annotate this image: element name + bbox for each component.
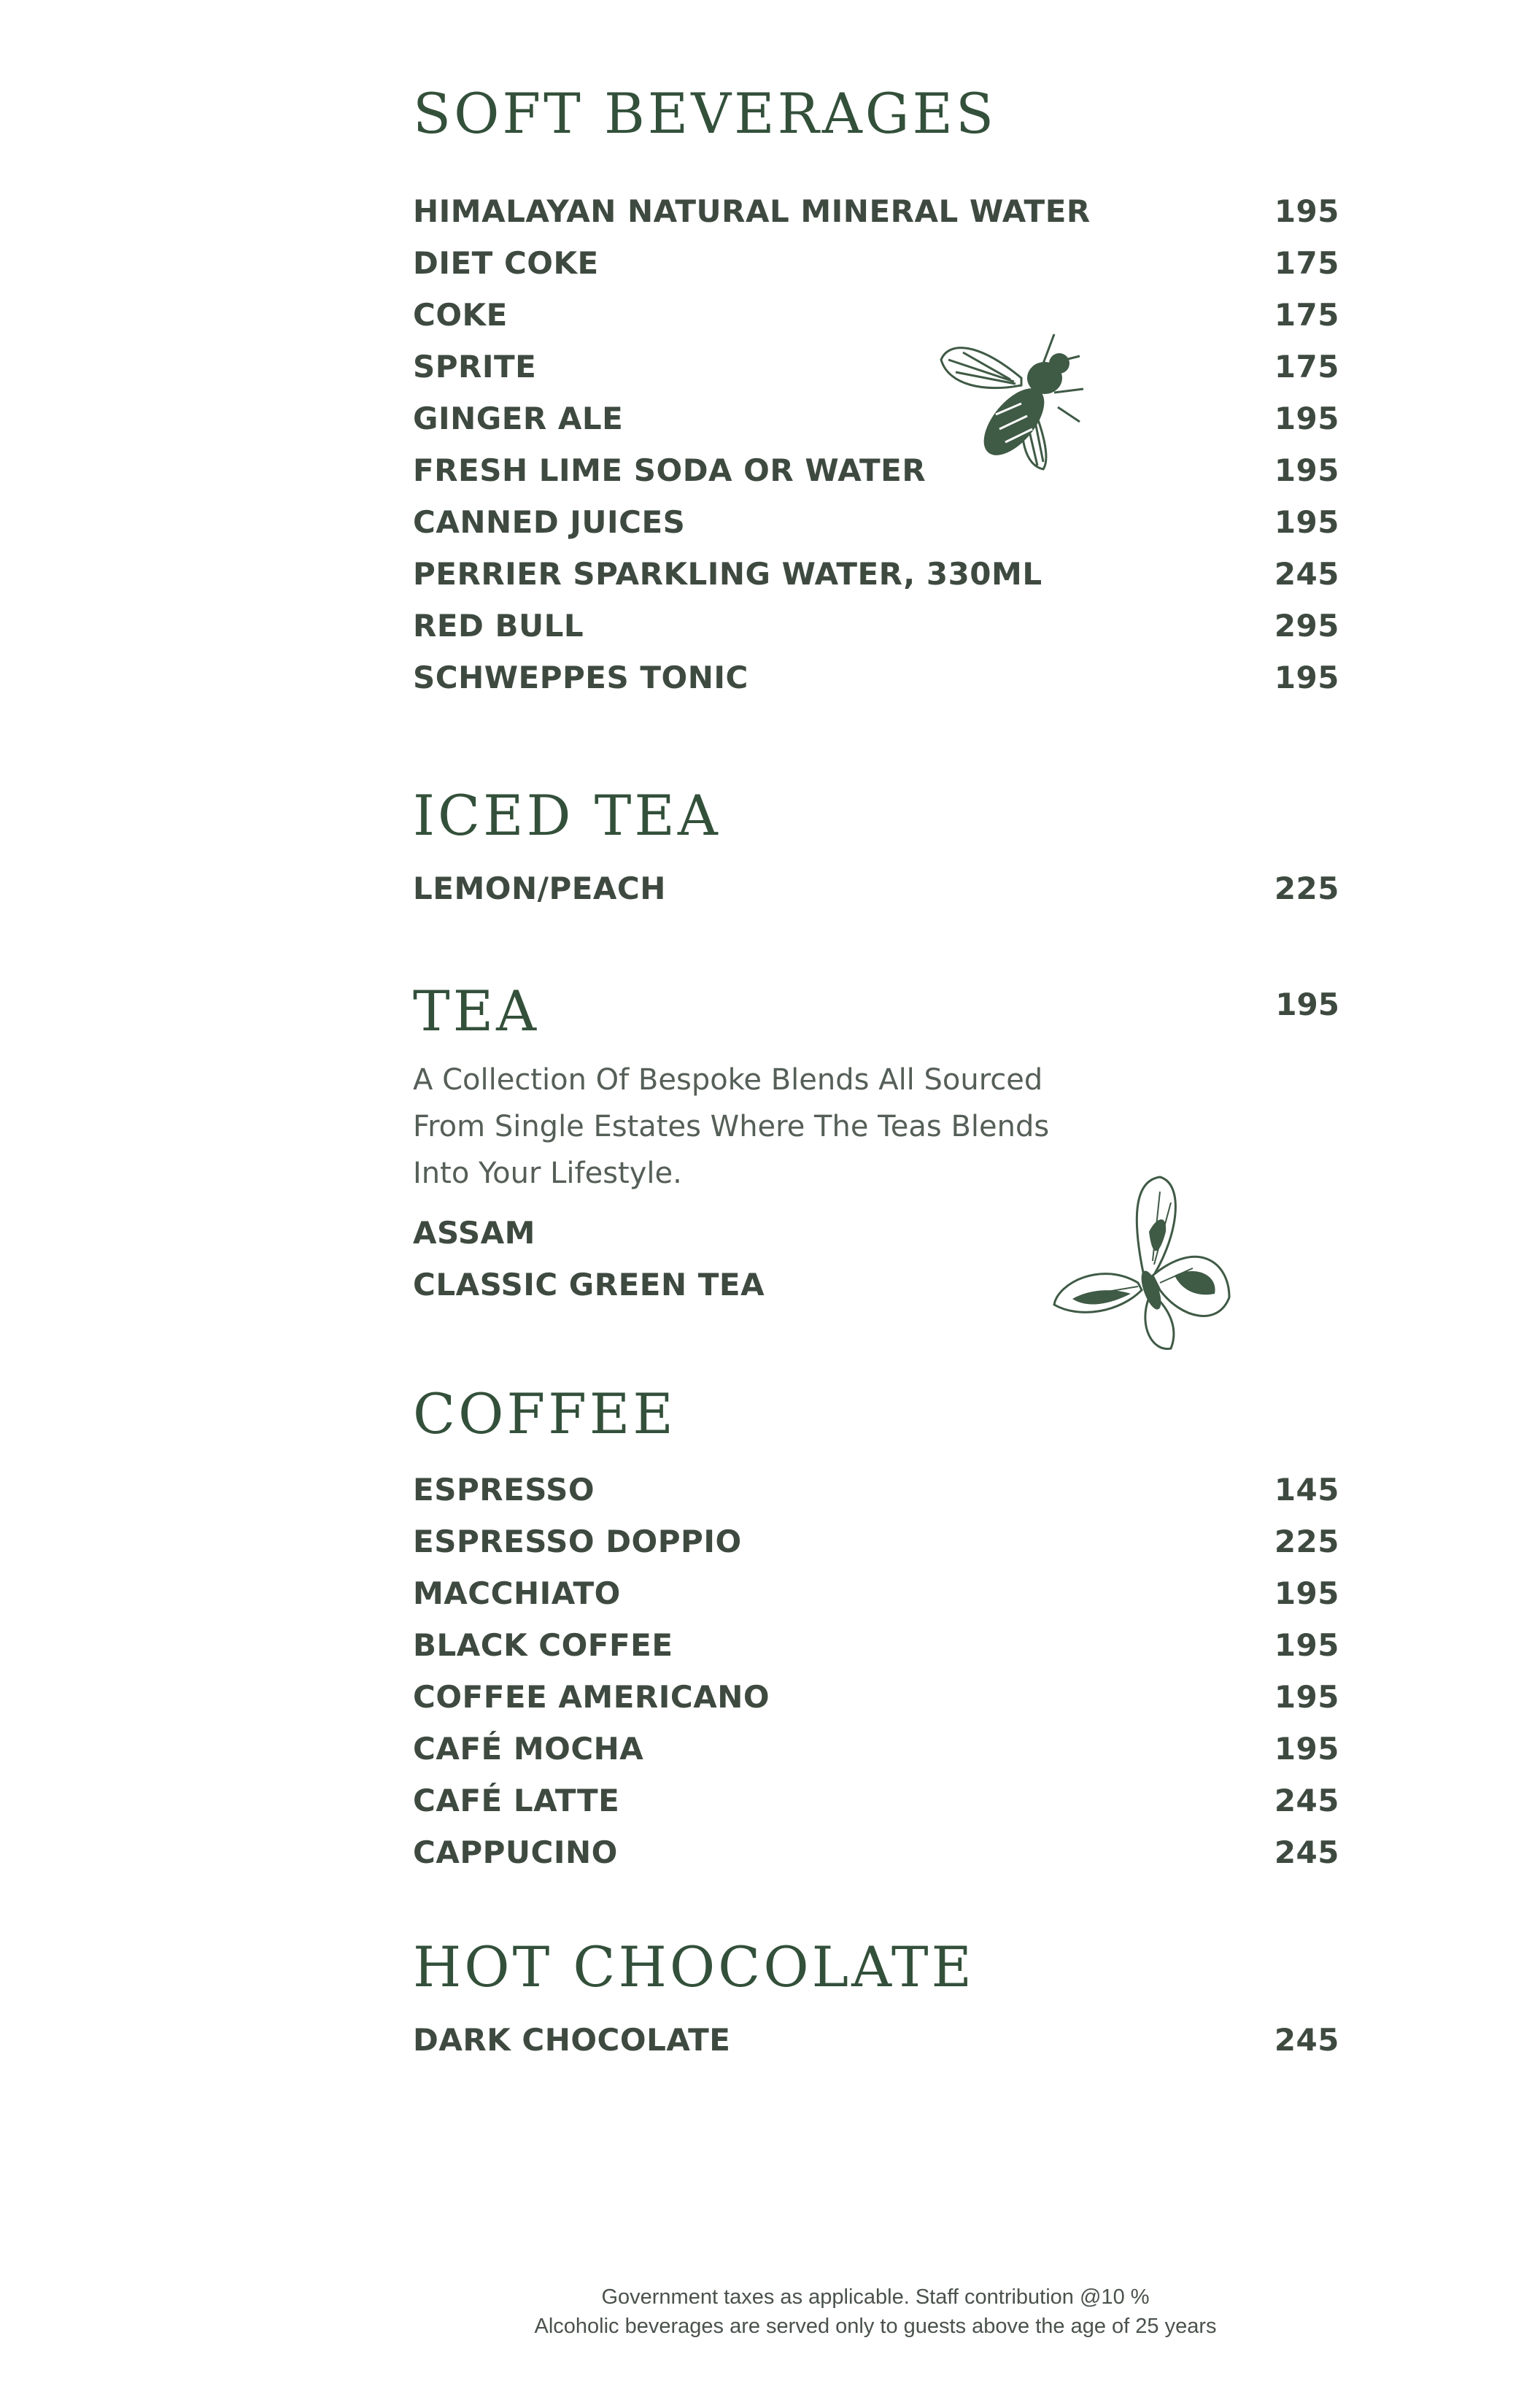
menu-item <box>413 185 1339 237</box>
item-name: ASSAM <box>413 1215 535 1251</box>
tea-price: 195 <box>1275 987 1339 1022</box>
item-price: 225 <box>1274 871 1339 906</box>
item-price: 245 <box>1274 1783 1339 1818</box>
item-name: CAFÉ LATTE <box>413 1783 620 1818</box>
item-list <box>413 2014 1339 2066</box>
item-name: COFFEE AMERICANO <box>413 1679 770 1715</box>
item-price: 195 <box>1274 1679 1339 1715</box>
section-title: SOFT BEVERAGES <box>413 81 997 146</box>
item-price: 195 <box>1274 1627 1339 1663</box>
menu-item <box>413 444 1339 496</box>
menu-item <box>413 393 1339 444</box>
item-price: 245 <box>1274 556 1339 592</box>
menu-item <box>413 1464 1339 1516</box>
butterfly-icon <box>1051 1173 1240 1356</box>
menu-item <box>413 1671 1339 1723</box>
menu-item <box>413 341 1339 393</box>
item-name: CANNED JUICES <box>413 504 686 540</box>
menu-item <box>413 1723 1339 1775</box>
item-price: 245 <box>1274 1834 1339 1870</box>
item-name: ESPRESSO DOPPIO <box>413 1524 742 1559</box>
item-price: 175 <box>1274 245 1339 281</box>
item-price: 145 <box>1274 1472 1339 1508</box>
tea-description: A Collection Of Bespoke Blends All Sourced From Single Estates Where The Teas Blends Into Your Lifestyle. <box>413 1063 1050 1190</box>
menu-item <box>413 1826 1339 1878</box>
hot-chocolate-section <box>413 1934 1339 2066</box>
item-list <box>413 185 1339 703</box>
item-name: FRESH LIME SODA OR WATER <box>413 452 926 488</box>
item-price: 245 <box>1274 2022 1339 2058</box>
bee-icon <box>934 327 1094 473</box>
item-name: BLACK COFFEE <box>413 1627 673 1663</box>
item-list <box>413 863 1339 914</box>
menu-item <box>413 1775 1339 1826</box>
item-name: DIET COKE <box>413 245 599 281</box>
item-name: SPRITE <box>413 349 537 385</box>
item-name: CAFÉ MOCHA <box>413 1731 644 1767</box>
section-title: HOT CHOCOLATE <box>413 1934 975 1999</box>
item-name: CAPPUCINO <box>413 1834 618 1870</box>
menu-item <box>413 237 1339 289</box>
footer-taxes-note: Government taxes as applicable. Staff contribution @10 % <box>601 2285 1150 2309</box>
item-price: 195 <box>1274 1575 1339 1611</box>
item-price: 195 <box>1274 193 1339 229</box>
menu-item <box>413 863 1339 914</box>
menu-item <box>413 1516 1339 1567</box>
footer-age-note: Alcoholic beverages are served only to guests above the age of 25 years <box>534 2315 1217 2338</box>
item-price: 175 <box>1274 349 1339 385</box>
item-name: GINGER ALE <box>413 401 624 436</box>
item-price: 195 <box>1274 401 1339 436</box>
item-price: 295 <box>1274 608 1339 644</box>
soft-beverages-section <box>413 81 1339 703</box>
item-name: ESPRESSO <box>413 1472 595 1508</box>
item-name: RED BULL <box>413 608 584 644</box>
item-name: CLASSIC GREEN TEA <box>413 1267 765 1303</box>
item-name: COKE <box>413 297 508 333</box>
item-price: 225 <box>1274 1524 1339 1559</box>
item-name: MACCHIATO <box>413 1575 621 1611</box>
item-price: 195 <box>1274 660 1339 695</box>
item-name: LEMON/PEACH <box>413 871 666 906</box>
menu-item <box>413 1619 1339 1671</box>
menu-item <box>413 289 1339 341</box>
section-title: ICED TEA <box>413 783 721 848</box>
item-price: 195 <box>1274 452 1339 488</box>
item-name: HIMALAYAN NATURAL MINERAL WATER <box>413 193 1091 229</box>
menu-item <box>413 600 1339 652</box>
iced-tea-section <box>413 783 1339 914</box>
item-name: DARK CHOCOLATE <box>413 2022 731 2058</box>
menu-item <box>413 2014 1339 2066</box>
item-price: 195 <box>1274 504 1339 540</box>
menu-item <box>413 496 1339 548</box>
footer <box>511 2282 1240 2341</box>
menu-item <box>413 548 1339 600</box>
item-price: 195 <box>1274 1731 1339 1767</box>
menu-item <box>413 1567 1339 1619</box>
item-list <box>413 1464 1339 1878</box>
coffee-section <box>413 1381 1339 1878</box>
item-price: 175 <box>1274 297 1339 333</box>
section-title: COFFEE <box>413 1381 676 1446</box>
item-name: SCHWEPPES TONIC <box>413 660 748 695</box>
menu-item <box>413 652 1339 703</box>
section-title: TEA <box>413 979 540 1043</box>
item-name: PERRIER SPARKLING WATER, 330ML <box>413 556 1042 592</box>
